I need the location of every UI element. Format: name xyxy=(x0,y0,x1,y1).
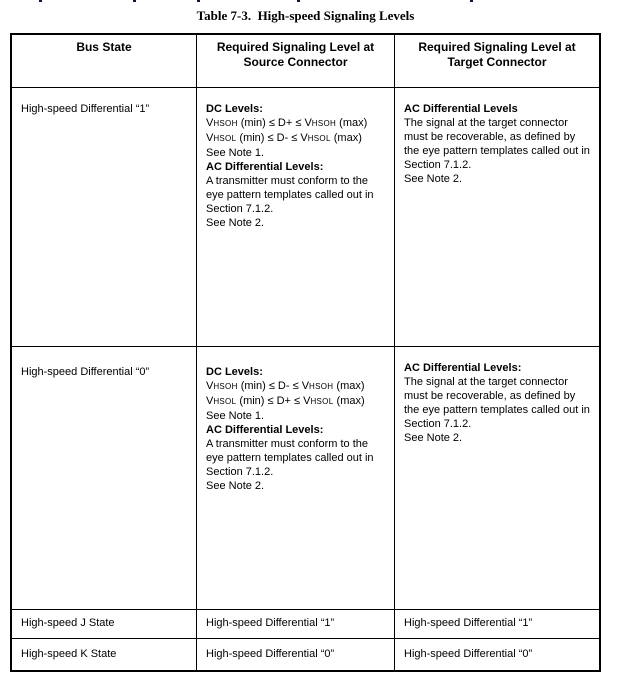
note-2: See Note 2. xyxy=(206,480,265,492)
cell-diff0-target xyxy=(395,347,599,610)
cell-jstate-source xyxy=(197,610,395,639)
cropped-text-artifact xyxy=(470,0,473,2)
cell-diff1-target xyxy=(395,88,599,347)
cell-kstate-bus-state xyxy=(12,639,197,670)
formula-vhsoh: VHSOH (min) ≤ D+ ≤ VHSOH (max) xyxy=(206,117,368,129)
source-requirement-text: A transmitter must conform to the eye pattern templates called out in Section 7.1.2. xyxy=(206,175,374,215)
ac-levels-heading: AC Differential Levels: xyxy=(404,362,522,374)
target-value: High-speed Differential “0” xyxy=(404,647,533,660)
ac-levels-heading: AC Differential Levels xyxy=(404,103,518,115)
cell-diff1-bus-state xyxy=(12,88,197,347)
cropped-text-artifact xyxy=(297,0,300,2)
table-caption: Table 7-3. High-speed Signaling Levels xyxy=(196,8,415,23)
header-source-connector: Required Signaling Level at Source Connector xyxy=(197,35,395,88)
note-1: See Note 1. xyxy=(206,147,265,159)
bus-state-label: High-speed J State xyxy=(21,617,115,629)
bus-state-label: High-speed K State xyxy=(21,647,117,660)
cell-diff1-source xyxy=(197,88,395,347)
source-requirement-text: A transmitter must conform to the eye pattern templates called out in Section 7.1.2. xyxy=(206,438,374,478)
bus-state-label: High-speed Differential “1” xyxy=(21,103,150,115)
cell-jstate-target xyxy=(395,610,599,639)
dc-levels-heading: DC Levels: xyxy=(206,103,263,115)
dc-levels-heading: DC Levels: xyxy=(206,366,263,378)
formula-vhsol: VHSOL (min) ≤ D+ ≤ VHSOL (max) xyxy=(206,395,365,407)
note-2: See Note 2. xyxy=(404,173,463,185)
note-1: See Note 1. xyxy=(206,410,265,422)
target-requirement-text: The signal at the target connector must be recoverable, as defined by the eye pattern templates called out in Section 7.1.2. xyxy=(404,376,590,430)
ac-levels-heading: AC Differential Levels: xyxy=(206,424,324,436)
cell-kstate-source xyxy=(197,639,395,670)
source-value: High-speed Differential “1” xyxy=(206,617,335,629)
cell-diff0-bus-state xyxy=(12,347,197,610)
cropped-text-artifact xyxy=(39,0,42,2)
header-bus-state: Bus State xyxy=(12,35,197,88)
cell-kstate-target xyxy=(395,639,599,670)
note-2: See Note 2. xyxy=(206,217,265,229)
formula-vhsoh: VHSOH (min) ≤ D- ≤ VHSOH (max) xyxy=(206,380,365,392)
source-value: High-speed Differential “0” xyxy=(206,647,335,660)
target-requirement-text: The signal at the target connector must be recoverable, as defined by the eye pattern templates called out in Section 7.1.2. xyxy=(404,117,590,171)
note-2: See Note 2. xyxy=(404,432,463,444)
formula-vhsol: VHSOL (min) ≤ D- ≤ VHSOL (max) xyxy=(206,132,362,144)
target-value: High-speed Differential “1” xyxy=(404,617,533,629)
bus-state-label: High-speed Differential “0” xyxy=(21,366,150,378)
cropped-text-artifact xyxy=(197,0,200,2)
signaling-levels-table xyxy=(10,33,601,672)
header-target-connector: Required Signaling Level at Target Connector xyxy=(395,35,599,88)
cropped-text-artifact xyxy=(133,0,136,2)
ac-levels-heading: AC Differential Levels: xyxy=(206,161,324,173)
cell-jstate-bus-state xyxy=(12,610,197,639)
cell-diff0-source xyxy=(197,347,395,610)
